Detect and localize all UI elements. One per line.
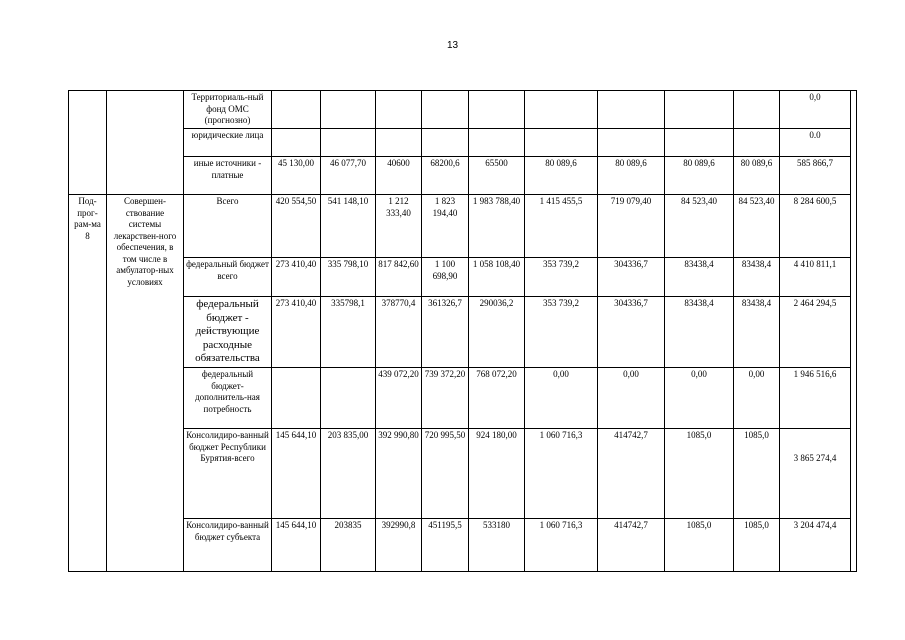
value-cell: 335 798,10 <box>321 258 376 297</box>
source-cell: федеральный бюджет - действующие расходные обязательства <box>184 297 272 368</box>
value-cell <box>734 91 780 129</box>
table-row <box>69 258 857 297</box>
value-cell: 45 130,00 <box>272 157 321 195</box>
value-cell <box>376 91 422 129</box>
value-cell <box>665 91 734 129</box>
value-cell: 203 835,00 <box>321 429 376 519</box>
total-cell: 3 204 474,4 <box>780 519 851 572</box>
value-cell: 145 644,10 <box>272 429 321 519</box>
value-cell: 353 739,2 <box>525 297 598 368</box>
program-name-cell <box>107 91 184 195</box>
source-cell: Консолидиро-ванный бюджет субъекта <box>184 519 272 572</box>
value-cell: 84 523,40 <box>665 195 734 258</box>
table-row <box>69 368 857 429</box>
value-cell: 378770,4 <box>376 297 422 368</box>
value-cell: 1 058 108,40 <box>469 258 525 297</box>
value-cell: 40600 <box>376 157 422 195</box>
value-cell <box>598 129 665 157</box>
value-cell: 0,00 <box>665 368 734 429</box>
value-cell: 80 089,6 <box>525 157 598 195</box>
value-cell: 361326,7 <box>422 297 469 368</box>
value-cell <box>272 368 321 429</box>
value-cell: 1 060 716,3 <box>525 519 598 572</box>
value-cell <box>321 129 376 157</box>
value-cell: 1 823 194,40 <box>422 195 469 258</box>
program-code-cell: Под-прог-рам-ма 8 <box>69 195 107 572</box>
value-cell <box>376 129 422 157</box>
page-number: 13 <box>446 40 459 51</box>
value-cell <box>665 129 734 157</box>
value-cell: 817 842,60 <box>376 258 422 297</box>
source-cell: Всего <box>184 195 272 258</box>
value-cell: 83438,4 <box>665 297 734 368</box>
total-cell: 0.0 <box>780 129 851 157</box>
value-cell: 0,00 <box>525 368 598 429</box>
total-cell: 8 284 600,5 <box>780 195 851 258</box>
value-cell: 46 077,70 <box>321 157 376 195</box>
value-cell: 145 644,10 <box>272 519 321 572</box>
value-cell: 83438,4 <box>734 258 780 297</box>
value-cell <box>321 368 376 429</box>
value-cell <box>422 129 469 157</box>
value-cell: 768 072,20 <box>469 368 525 429</box>
value-cell: 0,00 <box>598 368 665 429</box>
budget-table <box>68 90 857 572</box>
value-cell: 541 148,10 <box>321 195 376 258</box>
value-cell: 273 410,40 <box>272 297 321 368</box>
value-cell: 720 995,50 <box>422 429 469 519</box>
value-cell: 1085,0 <box>665 519 734 572</box>
value-cell: 273 410,40 <box>272 258 321 297</box>
value-cell: 335798,1 <box>321 297 376 368</box>
value-cell: 719 079,40 <box>598 195 665 258</box>
source-cell: федеральный бюджет всего <box>184 258 272 297</box>
value-cell: 83438,4 <box>734 297 780 368</box>
value-cell: 1 060 716,3 <box>525 429 598 519</box>
total-cell: 0,0 <box>780 91 851 129</box>
table-row <box>69 429 857 519</box>
value-cell: 203835 <box>321 519 376 572</box>
value-cell <box>272 129 321 157</box>
value-cell: 1085,0 <box>734 519 780 572</box>
value-cell: 65500 <box>469 157 525 195</box>
value-cell <box>525 129 598 157</box>
value-cell: 414742,7 <box>598 519 665 572</box>
value-cell: 1 100 698,90 <box>422 258 469 297</box>
value-cell: 1 212 333,40 <box>376 195 422 258</box>
value-cell <box>734 129 780 157</box>
value-cell: 420 554,50 <box>272 195 321 258</box>
value-cell: 533180 <box>469 519 525 572</box>
margin-cell <box>851 91 857 572</box>
total-cell: 4 410 811,1 <box>780 258 851 297</box>
source-cell: юридические лица <box>184 129 272 157</box>
value-cell <box>422 91 469 129</box>
table-row <box>69 195 857 258</box>
total-cell: 3 865 274,4 <box>780 429 851 519</box>
program-name-cell: Совершен-ствование системы лекарствен-ного обеспечения, в том числе в амбулатор-ных условиях <box>107 195 184 572</box>
value-cell: 392990,8 <box>376 519 422 572</box>
table-row <box>69 91 857 129</box>
value-cell <box>598 91 665 129</box>
value-cell: 84 523,40 <box>734 195 780 258</box>
value-cell: 1 983 788,40 <box>469 195 525 258</box>
value-cell: 80 089,6 <box>598 157 665 195</box>
source-cell: иные источники - платные <box>184 157 272 195</box>
value-cell <box>321 91 376 129</box>
value-cell: 451195,5 <box>422 519 469 572</box>
source-cell: федеральный бюджет-дополнитель-ная потребность <box>184 368 272 429</box>
value-cell: 80 089,6 <box>734 157 780 195</box>
value-cell: 80 089,6 <box>665 157 734 195</box>
source-cell: Территориаль-ный фонд ОМС (прогнозно) <box>184 91 272 129</box>
value-cell: 1085,0 <box>665 429 734 519</box>
value-cell <box>469 129 525 157</box>
value-cell: 1 415 455,5 <box>525 195 598 258</box>
value-cell: 0,00 <box>734 368 780 429</box>
value-cell: 304336,7 <box>598 258 665 297</box>
value-cell <box>272 91 321 129</box>
table-row <box>69 129 857 157</box>
value-cell: 290036,2 <box>469 297 525 368</box>
value-cell: 414742,7 <box>598 429 665 519</box>
value-cell: 739 372,20 <box>422 368 469 429</box>
value-cell: 439 072,20 <box>376 368 422 429</box>
value-cell: 83438,4 <box>665 258 734 297</box>
value-cell <box>469 91 525 129</box>
total-cell: 1 946 516,6 <box>780 368 851 429</box>
value-cell: 924 180,00 <box>469 429 525 519</box>
value-cell <box>525 91 598 129</box>
table-row <box>69 519 857 572</box>
table-row <box>69 157 857 195</box>
total-cell: 2 464 294,5 <box>780 297 851 368</box>
value-cell: 68200,6 <box>422 157 469 195</box>
table-row <box>69 297 857 368</box>
program-code-cell <box>69 91 107 195</box>
value-cell: 392 990,80 <box>376 429 422 519</box>
value-cell: 1085,0 <box>734 429 780 519</box>
total-cell: 585 866,7 <box>780 157 851 195</box>
source-cell: Консолидиро-ванный бюджет Республики Бурятия-всего <box>184 429 272 519</box>
value-cell: 304336,7 <box>598 297 665 368</box>
value-cell: 353 739,2 <box>525 258 598 297</box>
